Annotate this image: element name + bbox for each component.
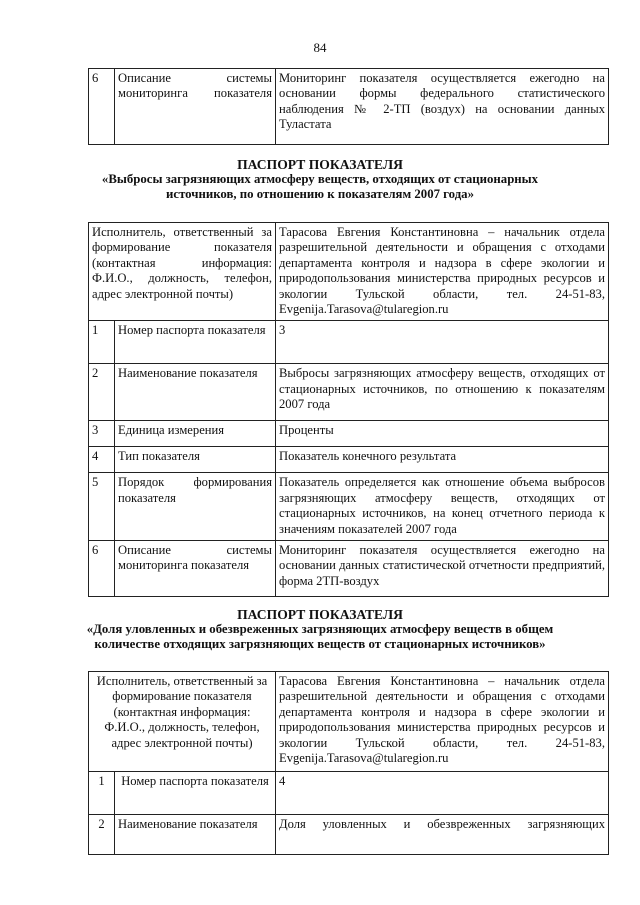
executor-row [89,223,609,321]
row-label: Номер паспорта показателя [115,321,276,364]
row-label: Описание системы мониторинга показателя [115,541,276,597]
table-row [89,321,609,364]
row-value: Проценты [276,421,609,447]
row-value: Мониторинг показателя осуществляется ежегодно на основании данных статистической отчетности предприятий, форма 2ТП-воздух [276,541,609,597]
table-row [89,69,609,145]
passport2-subtitle-line1: «Доля уловленных и обезвреженных загрязняющих атмосферу веществ в общем [86,622,554,637]
row-label: Тип показателя [115,447,276,473]
passport1-heading: ПАСПОРТ ПОКАЗАТЕЛЯ [237,157,403,172]
row-number: 6 [89,541,115,597]
table-row [89,447,609,473]
passport1-table [88,222,609,597]
passport2-title [0,607,640,652]
row-label: Номер паспорта показателя [115,772,276,815]
table-row [89,541,609,597]
executor-label: Исполнитель, ответственный за формирование показателя (контактная информация: Ф.И.О., должность, телефон, адрес электронной почты) [89,672,276,772]
row-value: 4 [276,772,609,815]
table-row [89,473,609,541]
table-row [89,421,609,447]
row-number: 5 [89,473,115,541]
table-row [89,815,609,855]
executor-row [89,672,609,772]
row-number: 4 [89,447,115,473]
passport1-subtitle-line1: «Выбросы загрязняющих атмосферу веществ, отходящих от стационарных [101,172,539,187]
row-label: Наименование показателя [115,364,276,421]
row-value: Мониторинг показателя осуществляется ежегодно на основании формы федерального статистического наблюдения № 2-ТП (воздух) на основании данных Туластата [276,69,609,145]
row-label: Наименование показателя [115,815,276,855]
row-number: 3 [89,421,115,447]
executor-value: Тарасова Евгения Константиновна – начальник отдела разрешительной деятельности и обращения с отходами департамента контроля и надзора в сфере экологии и природопользования министерства природных ресурсов и экологии Тульской области, тел. 24-51-83, Evgenija.Tarasova@tularegion.ru [276,672,609,772]
row-label: Описание системы мониторинга показателя [115,69,276,145]
row-number: 2 [89,364,115,421]
row-number: 1 [89,772,115,815]
row-number: 6 [89,69,115,145]
passport2-table [88,671,609,855]
passport2-subtitle-line2: количестве отходящих загрязняющих веществ от стационарных источников» [94,637,546,652]
table-row [89,772,609,815]
row-number: 2 [89,815,115,855]
passport1-title [0,157,640,202]
passport2-heading: ПАСПОРТ ПОКАЗАТЕЛЯ [237,607,403,622]
row-value: 3 [276,321,609,364]
row-value: Показатель конечного результата [276,447,609,473]
executor-label: Исполнитель, ответственный за формирование показателя (контактная информация: Ф.И.О., должность, телефон, адрес электронной почты) [89,223,276,321]
row-number: 1 [89,321,115,364]
page-number: 84 [313,40,327,55]
row-value: Показатель определяется как отношение объема выбросов загрязняющих атмосферу веществ, отходящих от стационарных источников, на конец отчетного периода к значениям показателей 2007 года [276,473,609,541]
row-value: Выбросы загрязняющих атмосферу веществ, отходящих от стационарных источников, по отношению к показателям 2007 года [276,364,609,421]
passport1-subtitle-line2: источников, по отношению к показателям 2007 года» [166,187,474,202]
row-value: Доля уловленных и обезвреженных загрязняющих [276,815,609,855]
executor-value: Тарасова Евгения Константиновна – начальник отдела разрешительной деятельности и обращения с отходами департамента контроля и надзора в сфере экологии и природопользования министерства природных ресурсов и экологии Тульской области, тел. 24-51-83, Evgenija.Tarasova@tularegion.ru [276,223,609,321]
row-label: Единица измерения [115,421,276,447]
table-row [89,364,609,421]
row-label: Порядок формирования показателя [115,473,276,541]
top-table [88,68,609,145]
